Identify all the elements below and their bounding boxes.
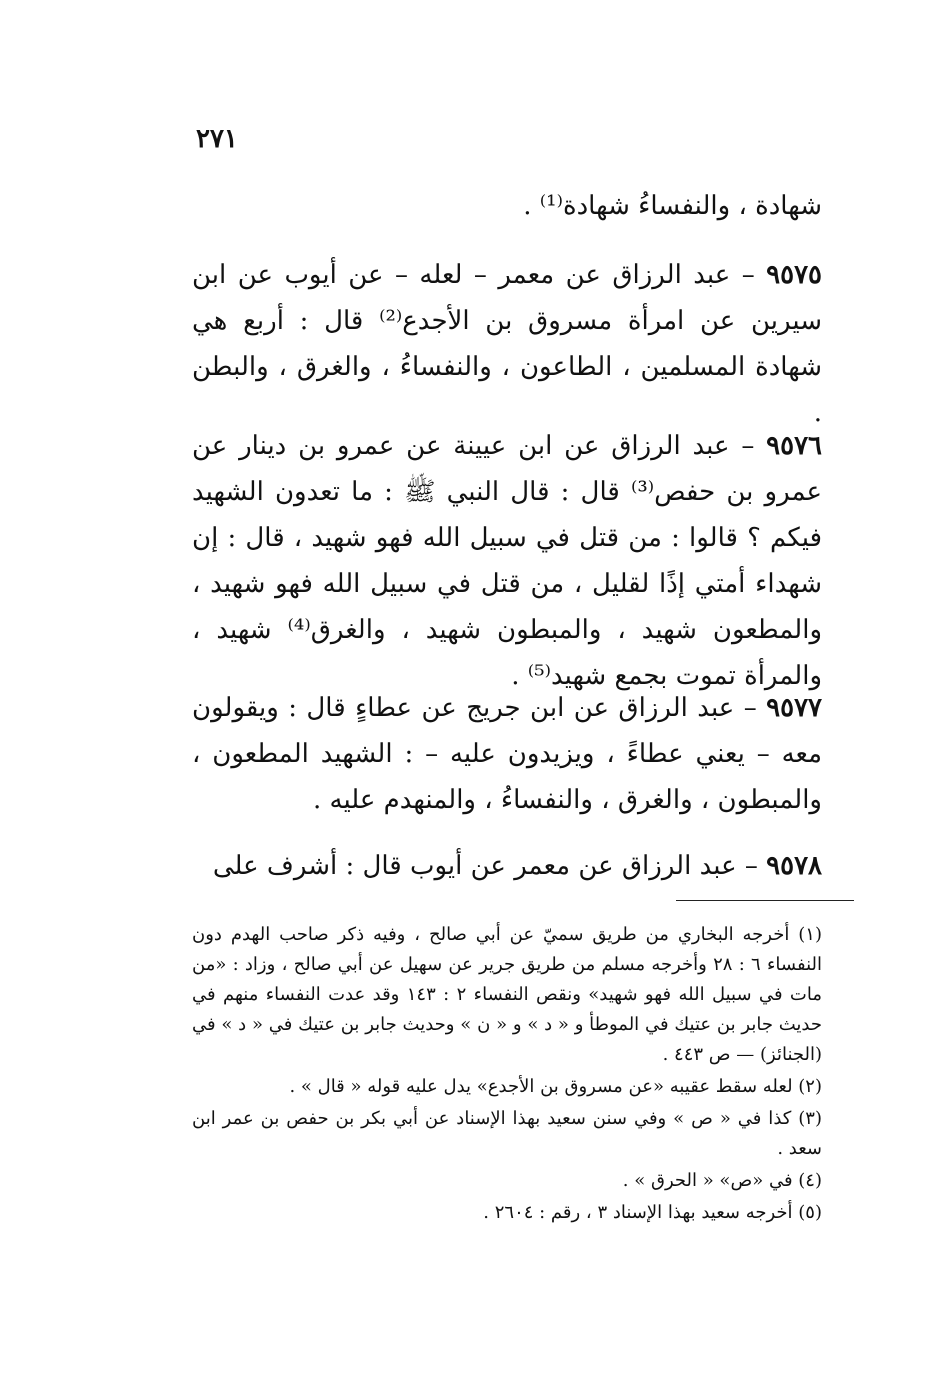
footnote-1: (١) أخرجه البخاري من طريق سميّ عن أبي صالح ، وفيه ذكر صاحب الهدم دون النفساء ٦ : ٢٨ وأخرجه مسلم من طريق جرير عن سهيل عن أبي صالح ، وزاد : «من مات في سبيل الله فهو شهيد» ونقص النفساء ٢ : ١٤٣ وقد عدت النفساء منهم في حديث جابر بن عتيك في الموطأ و « د » و « ن » وحديث جابر بن عتيك في « د » في (الجنائز) — ص ٤٤٣ .: [192, 924, 822, 1065]
footnote-separator: [676, 900, 854, 901]
hadith-number: ٩٥٧٨: [766, 851, 822, 881]
footnote-3: (٣) كذا في « ص » وفي سنن سعيد بهذا الإسناد عن أبي بكر بن حفص بن عمر ابن سعد .: [192, 1108, 822, 1159]
hadith-number: ٩٥٧٧: [766, 693, 822, 723]
page-number: ٢٧١: [196, 124, 238, 154]
hadith-9575: [192, 252, 822, 436]
footnote-4: (٤) في «ص» « الحرق » .: [622, 1170, 822, 1191]
hadith-number: ٩٥٧٦: [766, 431, 822, 461]
hadith-9578: [192, 843, 822, 889]
footnotes: [192, 920, 822, 1230]
hadith-text: – عبد الرزاق عن معمر – لعله – عن أيوب عن ابن سيرين عن امرأة مسروق بن الأجدع⁽²⁾ قال : أربع هي شهادة المسلمين ، الطاعون ، والنفساءُ ، والغرق ، والبطن .: [192, 260, 822, 428]
hadith-number: ٩٥٧٥: [766, 260, 822, 290]
hadith-text: – عبد الرزاق عن ابن عيينة عن عمرو بن دينار عن عمرو بن حفص⁽³⁾ قال : قال النبي ﷺ : ما تعدون الشهيد فيكم ؟ قالوا : من قتل في سبيل الله فهو شهيد ، قال : إن شهداء أمتي إذًا لقليل ، من قتل في سبيل الله فهو شهيد ، والمطعون شهيد ، والمبطون شهيد ، والغرق⁽⁴⁾ شهيد ، والمرأة تموت بجمع شهيد⁽⁵⁾ .: [192, 431, 823, 691]
footnote-2: (٢) لعله سقط عقيبه «عن مسروق بن الأجدع» يدل عليه قوله « قال » .: [289, 1076, 822, 1097]
footnote-5: (٥) أخرجه سعيد بهذا الإسناد ٣ ، رقم : ٢٦٠٤ .: [483, 1202, 822, 1223]
hadith-9577: [192, 685, 822, 823]
hadith-text: – عبد الرزاق عن معمر عن أيوب قال : أشرف على: [212, 851, 767, 881]
hadith-9576: [192, 423, 822, 699]
carryover-paragraph: شهادة ، والنفساءُ شهادة⁽¹⁾ .: [523, 191, 822, 221]
hadith-text: – عبد الرزاق عن ابن جريج عن عطاءٍ قال : ويقولون معه – يعني عطاءً ، ويزيدون عليه – : الشهيد المطعون ، والمبطون ، والغرق ، والنفساءُ ، والمنهدم عليه .: [192, 693, 822, 815]
